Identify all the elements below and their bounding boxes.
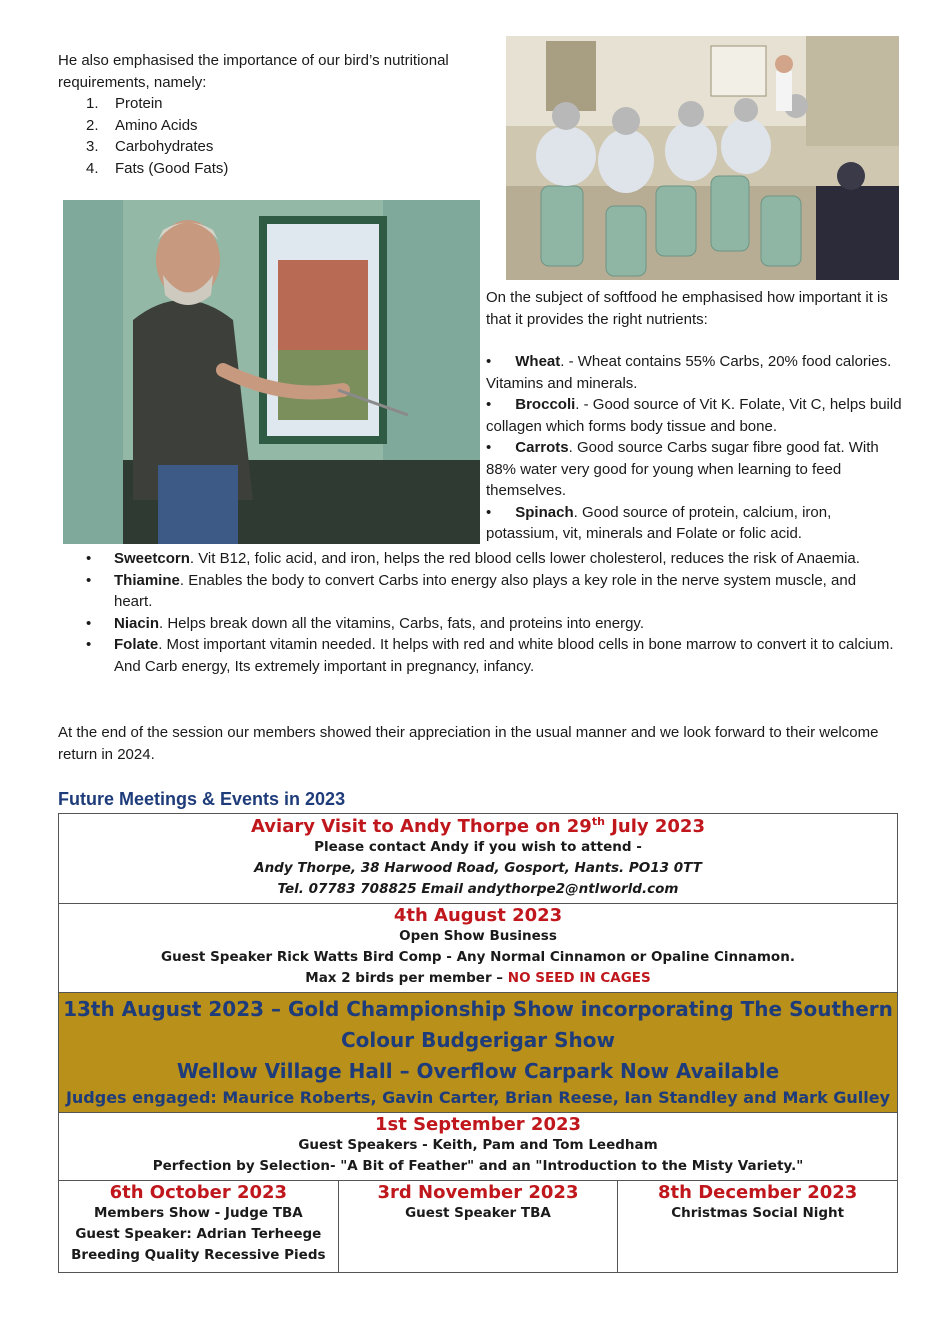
event-line: Breeding Quality Recessive Pieds <box>71 1247 326 1263</box>
event-line: Members Show - Judge TBA <box>93 1205 303 1221</box>
event-title: Aviary Visit to Andy Thorpe on 29th July 2023 <box>251 815 705 837</box>
event-line: Max 2 birds per member – NO SEED IN CAGES <box>305 970 651 986</box>
event-line: Guest Speaker Rick Watts Bird Comp - Any Normal Cinnamon or Opaline Cinnamon. <box>161 949 795 965</box>
event-line: Guest Speaker: Adrian Terheege <box>75 1226 322 1242</box>
event-title: 4th August 2023 <box>393 905 563 926</box>
table-row <box>59 993 898 1113</box>
events-heading: Future Meetings & Events in 2023 <box>58 789 346 809</box>
event-line: Christmas Social Night <box>671 1205 845 1221</box>
event-title: 1st September 2023 <box>374 1114 582 1135</box>
closing-paragraph: At the end of the session our members showed their appreciation in the usual manner and we look forward to their welcome return in 2024. <box>58 724 879 763</box>
softfood-list <box>486 351 906 545</box>
event-august-4 <box>59 904 898 993</box>
list-item: • Carrots. Good source Carbs sugar fibre good fat. With 88% water very good for young when learning to feed themselves. <box>486 439 879 499</box>
table-row <box>59 904 898 993</box>
event-line: Open Show Business <box>399 928 557 944</box>
event-october-6 <box>59 1181 339 1273</box>
event-title: 8th December 2023 <box>657 1182 858 1203</box>
list-item: • Thiamine. Enables the body to convert Carbs into energy also plays a key role in the nerve system muscle, and heart. <box>86 571 857 610</box>
audience-photo <box>506 36 899 280</box>
list-item: • Spinach. Good source of protein, calcium, iron, potassium, vit, minerals and Folate or folic acid. <box>486 503 832 542</box>
event-judges: Judges engaged: Maurice Roberts, Gavin Carter, Brian Reese, Ian Standley and Mark Gulley <box>65 1088 891 1107</box>
event-line: Perfection by Selection- "A Bit of Feather" and an "Introduction to the Misty Variety." <box>152 1158 804 1174</box>
list-item: 3. Carbohydrates <box>86 138 214 155</box>
list-item: • Sweetcorn. Vit B12, folic acid, and iron, helps the red blood cells lower cholesterol, reduces the risk of Anaemia. <box>86 550 860 567</box>
event-september-1 <box>59 1113 898 1181</box>
list-item: 1. Protein <box>86 95 163 112</box>
events-table <box>58 813 898 1273</box>
event-address: Andy Thorpe, 38 Harwood Road, Gosport, Hants. PO13 0TT <box>254 860 702 876</box>
event-line: Guest Speaker TBA <box>405 1205 551 1221</box>
event-title: 6th October 2023 <box>109 1182 288 1203</box>
table-row <box>59 1113 898 1181</box>
intro-paragraph: He also emphasised the importance of our bird’s nutritional requirements, namely: <box>58 52 449 91</box>
event-contact: Tel. 07783 708825 Email andythorpe2@ntlworld.com <box>277 881 679 897</box>
speaker-photo <box>63 200 480 544</box>
list-item: • Folate. Most important vitamin needed. It helps with red and white blood cells in bone marrow to convert it to calcium. And Carb energy, Its extremely important in pregnancy, infancy. <box>86 636 894 675</box>
vitamin-list <box>86 548 896 677</box>
list-item: • Niacin. Helps break down all the vitamins, Carbs, fats, and proteins into energy. <box>86 614 644 632</box>
event-title: Colour Budgerigar Show <box>341 1028 615 1052</box>
table-row <box>59 814 898 904</box>
list-item: 4. Fats (Good Fats) <box>86 159 229 177</box>
list-item: • Wheat. - Wheat contains 55% Carbs, 20% food calories. Vitamins and minerals. <box>486 353 892 392</box>
event-line: Please contact Andy if you wish to attend - <box>314 839 642 855</box>
softfood-intro: On the subject of softfood he emphasised how important it is that it provides the right nutrients: <box>486 289 888 328</box>
list-item: • Broccoli. - Good source of Vit K. Folate, Vit C, helps build collagen which forms body tissue and bone. <box>486 396 902 435</box>
table-row <box>59 1181 898 1273</box>
event-aviary-visit <box>59 814 898 904</box>
event-gold-championship <box>59 993 898 1113</box>
event-november-3 <box>338 1181 618 1273</box>
list-item: 2. Amino Acids <box>86 116 198 134</box>
event-title: 3rd November 2023 <box>377 1182 579 1203</box>
event-title: 13th August 2023 – Gold Championship Show incorporating The Southern <box>63 997 893 1021</box>
event-december-8 <box>618 1181 898 1273</box>
event-venue: Wellow Village Hall – Overflow Carpark Now Available <box>176 1059 780 1083</box>
nutrient-list <box>86 93 228 179</box>
event-line: Guest Speakers - Keith, Pam and Tom Leedham <box>298 1137 658 1153</box>
